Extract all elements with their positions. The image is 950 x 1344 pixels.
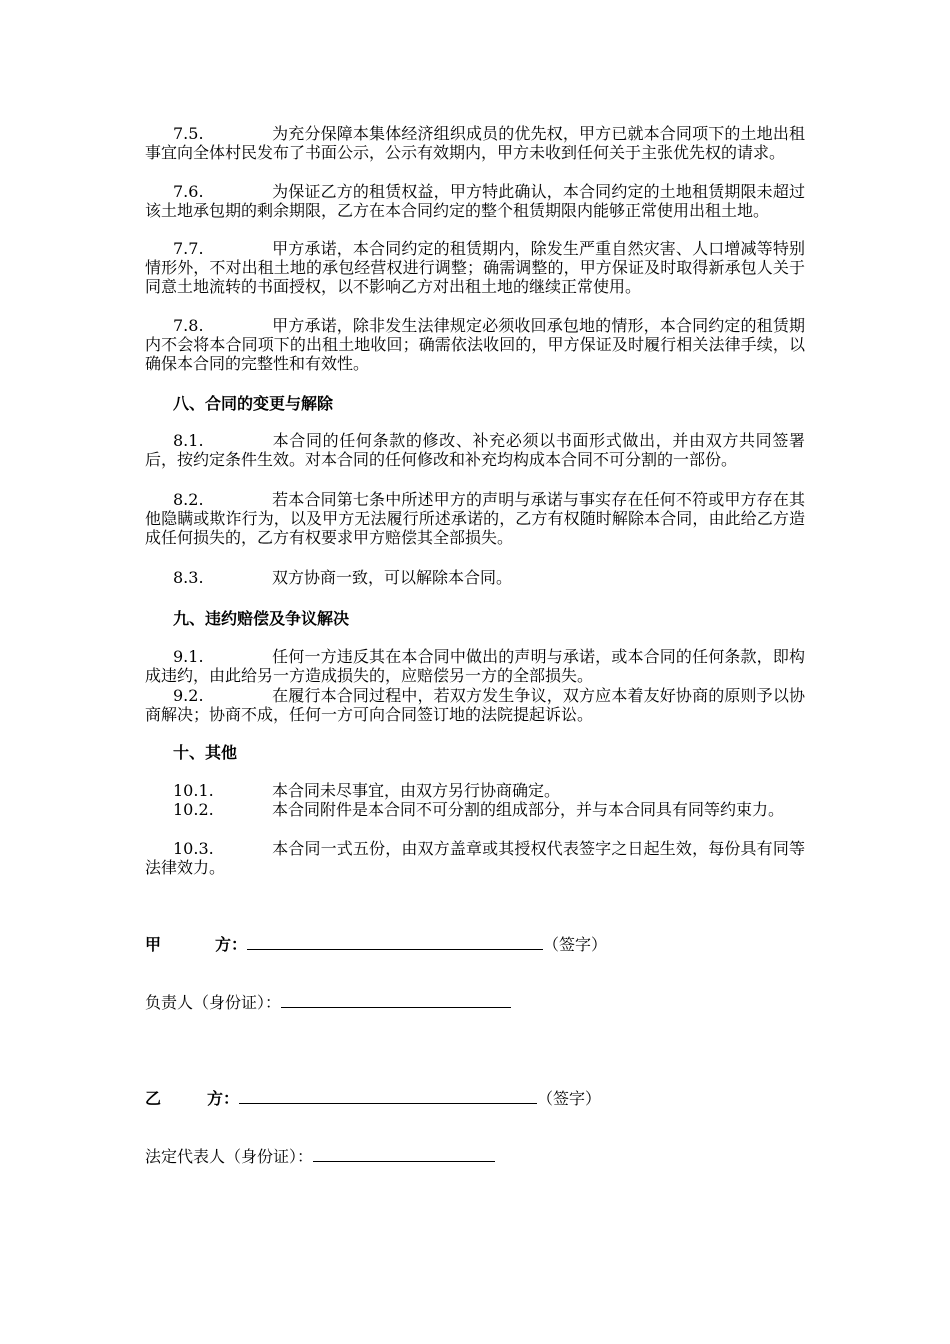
clause-text: 本合同未尽事宜，由双方另行协商确定。 xyxy=(272,781,561,800)
clause-10-1 xyxy=(145,781,805,800)
clause-number: 8.1. xyxy=(173,431,204,450)
party-b-rep-label: 法定代表人（身份证）： xyxy=(145,1147,314,1166)
clause-text: 为充分保障本集体经济组织成员的优先权，甲方已就本合同项下的土地出租事宜向全体村民发布了书面公示，公示有效期内，甲方未收到任何关于主张优先权的请求。 xyxy=(145,124,805,162)
clause-10-3 xyxy=(145,839,805,877)
clause-number: 7.7. xyxy=(173,239,204,258)
clause-text: 若本合同第七条中所述甲方的声明与承诺与事实存在任何不符或甲方存在其他隐瞒或欺诈行为，以及甲方无法履行所述承诺的，乙方有权随时解除本合同，由此给乙方造成任何损失的，乙方有权要求甲方赔偿其全部损失。 xyxy=(145,490,805,547)
clause-text: 本合同附件是本合同不可分割的组成部分，并与本合同具有同等约束力。 xyxy=(272,800,785,819)
clause-7-8 xyxy=(145,316,805,373)
party-b-rep-line xyxy=(145,1145,495,1168)
clause-text: 双方协商一致，可以解除本合同。 xyxy=(272,568,513,587)
party-a-sign-note: （签字） xyxy=(543,935,608,954)
party-a-rep-label: 负责人（身份证）： xyxy=(145,993,282,1012)
party-b-rep-id-field[interactable] xyxy=(313,1145,495,1162)
clause-number: 7.8. xyxy=(173,316,204,335)
clause-8-3 xyxy=(145,568,805,587)
clause-number: 10.1. xyxy=(173,781,214,800)
clause-number: 8.2. xyxy=(173,490,204,509)
section-heading-9: 九、违约赔偿及争议解决 xyxy=(173,609,350,628)
clause-text: 甲方承诺，本合同约定的租赁期内，除发生严重自然灾害、人口增减等特别情形外，不对出租土地的承包经营权进行调整；确需调整的，甲方保证及时取得新承包人关于同意土地流转的书面授权，以不影响乙方对出租土地的继续正常使用。 xyxy=(145,239,805,296)
clause-7-6 xyxy=(145,182,805,220)
party-a-colon-label: 方： xyxy=(215,935,248,954)
clause-8-2 xyxy=(145,490,805,547)
party-b-signature-field[interactable] xyxy=(239,1087,537,1104)
party-b-signature-line xyxy=(145,1087,601,1110)
clause-number: 7.5. xyxy=(173,124,204,143)
party-a-label: 甲 xyxy=(145,935,162,954)
section-heading-10: 十、其他 xyxy=(173,743,238,762)
party-b-label: 乙 xyxy=(145,1089,162,1108)
clause-text: 为保证乙方的租赁权益，甲方特此确认，本合同约定的土地租赁期限未超过该土地承包期的剩余期限，乙方在本合同约定的整个租赁期限内能够正常使用出租土地。 xyxy=(145,182,805,220)
clause-number: 10.2. xyxy=(173,800,214,819)
clause-10-2 xyxy=(145,800,805,819)
party-a-signature-field[interactable] xyxy=(247,933,543,950)
clause-text: 任何一方违反其在本合同中做出的声明与承诺，或本合同的任何条款，即构成违约，由此给另一方造成损失的，应赔偿另一方的全部损失。 xyxy=(145,647,805,685)
clause-text: 本合同一式五份，由双方盖章或其授权代表签字之日起生效，每份具有同等法律效力。 xyxy=(145,839,805,877)
clause-9-1 xyxy=(145,647,805,685)
clause-7-7 xyxy=(145,239,805,296)
party-b-sign-note: （签字） xyxy=(537,1089,602,1108)
party-a-rep-id-field[interactable] xyxy=(281,991,511,1008)
party-b-colon-label: 方： xyxy=(207,1089,240,1108)
section-heading-8: 八、合同的变更与解除 xyxy=(173,394,334,413)
clause-number: 8.3. xyxy=(173,568,204,587)
clause-text: 在履行本合同过程中，若双方发生争议，双方应本着友好协商的原则予以协商解决；协商不成，任何一方可向合同签订地的法院提起诉讼。 xyxy=(145,686,805,724)
party-a-signature-line xyxy=(145,933,607,956)
clause-number: 9.2. xyxy=(173,686,204,705)
clause-number: 7.6. xyxy=(173,182,204,201)
clause-8-1 xyxy=(145,431,805,469)
clause-number: 9.1. xyxy=(173,647,204,666)
clause-9-2 xyxy=(145,686,805,724)
clause-number: 10.3. xyxy=(173,839,214,858)
clause-7-5 xyxy=(145,124,805,162)
party-a-rep-line xyxy=(145,991,511,1014)
clause-text: 甲方承诺，除非发生法律规定必须收回承包地的情形，本合同约定的租赁期内不会将本合同项下的出租土地收回；确需依法收回的，甲方保证及时履行相关法律手续，以确保本合同的完整性和有效性。 xyxy=(145,316,805,373)
clause-text: 本合同的任何条款的修改、补充必须以书面形式做出，并由双方共同签署后，按约定条件生效。对本合同的任何修改和补充均构成本合同不可分割的一部份。 xyxy=(145,431,805,469)
